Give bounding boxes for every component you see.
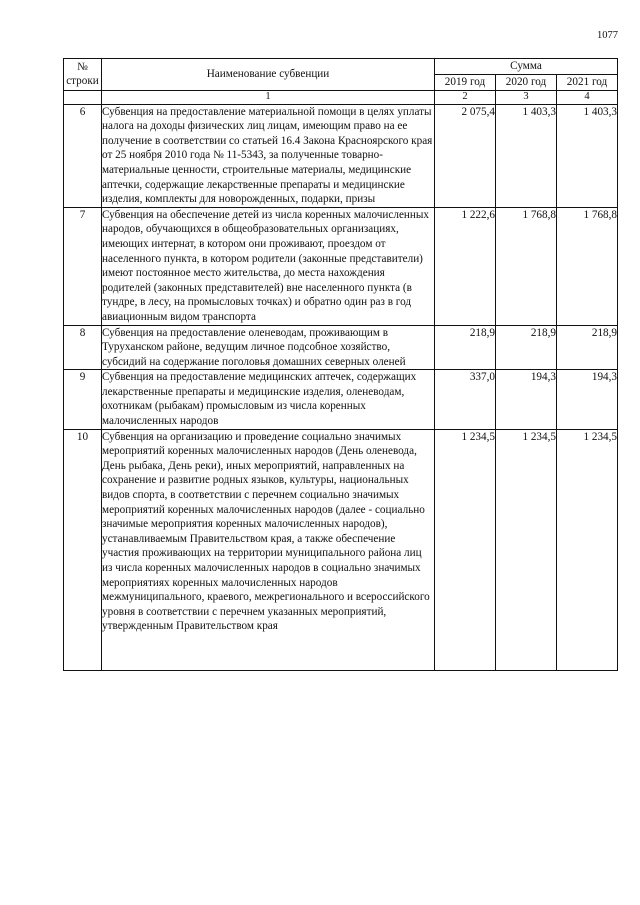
amount-2019: 1 234,5 — [435, 429, 496, 670]
row-number: 8 — [64, 325, 102, 370]
subsidies-table — [63, 58, 618, 671]
page-number: 1077 — [597, 30, 618, 41]
column-index-empty — [64, 90, 102, 104]
amount-2021: 1 768,8 — [557, 207, 618, 325]
amount-2019: 218,9 — [435, 325, 496, 370]
column-index-4: 4 — [557, 90, 618, 104]
amount-2021: 1 234,5 — [557, 429, 618, 670]
table-row — [64, 207, 618, 325]
header-year-2021: 2021 год — [557, 74, 618, 90]
amount-2020: 1 234,5 — [496, 429, 557, 670]
amount-2020: 1 403,3 — [496, 104, 557, 207]
amount-2021: 194,3 — [557, 370, 618, 429]
amount-2020: 218,9 — [496, 325, 557, 370]
row-number: 10 — [64, 429, 102, 670]
column-index-1: 1 — [102, 90, 435, 104]
row-number: 9 — [64, 370, 102, 429]
amount-2019: 2 075,4 — [435, 104, 496, 207]
table-row — [64, 429, 618, 670]
subsidy-name: Субвенция на организацию и проведение социально значимых мероприятий коренных малочисленных народов (День оленевода, День рыбака, День реки), иных мероприятий, направленных на сохранение и развитие родных языков, культуры, национальных видов спорта, в соответствии с перечнем социально значимых мероприятий коренных малочисленных народов (далее - социально значимые мероприятия коренных малочисленных народов), устанавливаемым Правительством края, а также обеспечение участия проживающих на территории муниципального района лиц из числа коренных малочисленных народов в социально значимых мероприятиях коренных малочисленных народов межмуниципального, краевого, межрегионального и всероссийского уровня в соответствии с перечнем указанных мероприятий, утвержденным Правительством края — [102, 429, 435, 670]
subsidy-name: Субвенция на предоставление оленеводам, проживающим в Туруханском районе, ведущим личное подсобное хозяйство, субсидий на содержание поголовья домашних северных оленей — [102, 325, 435, 370]
row-number: 6 — [64, 104, 102, 207]
table-row — [64, 104, 618, 207]
amount-2020: 194,3 — [496, 370, 557, 429]
header-sum: Сумма — [435, 59, 618, 75]
header-year-2019: 2019 год — [435, 74, 496, 90]
amount-2019: 337,0 — [435, 370, 496, 429]
subsidy-name: Субвенция на обеспечение детей из числа коренных малочисленных народов, обучающихся в общеобразовательных организациях, имеющих интернат, в котором они проживают, проездом от населенного пункта, в котором родители (законные представители) имеют постоянное место жительства, до места нахождения родителей (законных представителей) вне населенного пункта (в тундре, в лесу, на промысловых точках) и обратно один раз в год авиационным видом транспорта — [102, 207, 435, 325]
table-header — [64, 59, 618, 105]
subsidy-name: Субвенция на предоставление материальной помощи в целях уплаты налога на доходы физических лиц лицам, имеющим право на ее получение в соответствии со статьей 16.4 Закона Красноярского края от 25 ноября 2010 года № 11-5343, за полученные товарно-материальные ценности, строительные материалы, медицинские аптечки, содержащие лекарственные препараты и медицинские изделия, комплекты для новорожденных, подарки, призы — [102, 104, 435, 207]
table-row — [64, 370, 618, 429]
table-row — [64, 325, 618, 370]
amount-2021: 218,9 — [557, 325, 618, 370]
column-index-2: 2 — [435, 90, 496, 104]
amount-2019: 1 222,6 — [435, 207, 496, 325]
amount-2020: 1 768,8 — [496, 207, 557, 325]
header-subsidy-name: Наименование субвенции — [102, 59, 435, 91]
header-row-number: № строки — [64, 59, 102, 91]
subsidy-name: Субвенция на предоставление медицинских аптечек, содержащих лекарственные препараты и медицинские изделия, оленеводам, охотникам (рыбакам) промысловым из числа коренных малочисленных народов — [102, 370, 435, 429]
row-number: 7 — [64, 207, 102, 325]
amount-2021: 1 403,3 — [557, 104, 618, 207]
column-index-3: 3 — [496, 90, 557, 104]
header-year-2020: 2020 год — [496, 74, 557, 90]
